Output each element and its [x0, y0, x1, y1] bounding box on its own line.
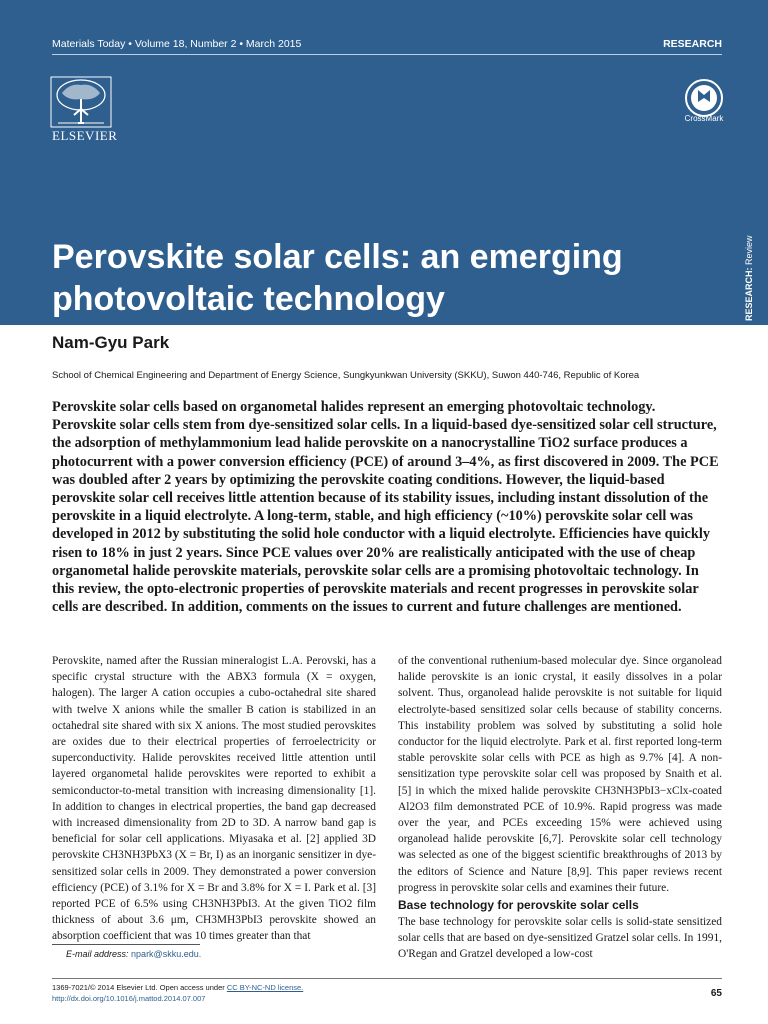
section-tag: RESEARCH — [663, 38, 722, 50]
copyright-line — [52, 983, 303, 992]
journal-citation: Materials Today • Volume 18, Number 2 • March 2015 — [52, 38, 302, 50]
body-paragraph: of the conventional ruthenium-based molecular dye. Since organolead halide perovskite is an ionic crystal, it easily dissolves in a polar solvent. Thus, organolead halide perovskite is not suitable for liquid electrolyte-based sensitized solar cells because of stability concerns. This instability problem was solved by substituting a solid hole conductor for the liquid electrolyte. Park et al. first reported long-term stable perovskite solar cells with PCE as high as 9.7% [4]. A non-sensitization type perovskite solar cell was proposed by Snaith et al. [5] in which the mixed halide perovskite CH3NH3PbI3−xClx-coated Al2O3 film demonstrated PCE of 10.9%. Rapid progress was made over the year, and PCEs exceeding 15% were achieved using organolead halide perovskite [6,7]. Perovskite solar cell technology was selected as one of the biggest scientific breakthroughs of 2013 by the editors of Science and Nature [8,9]. This paper reviews recent progress in perovskite solar cells and examines their future. — [398, 655, 722, 894]
email-label: E-mail address: — [66, 949, 129, 959]
side-tab-type: Review — [744, 235, 754, 268]
publisher-name: ELSEVIER — [52, 128, 118, 143]
license-link[interactable]: CC BY-NC-ND license. — [226, 983, 304, 992]
doi-link[interactable]: http://dx.doi.org/10.1016/j.mattod.2014.07.007 — [52, 994, 206, 1003]
footer-rule — [52, 978, 722, 979]
email-link[interactable]: npark@skku.edu. — [131, 949, 202, 959]
page-number: 65 — [710, 988, 722, 999]
author-affiliation: School of Chemical Engineering and Department of Energy Science, Sungkyunkwan University (SKKU), Suwon 440-746, Republic of Korea — [52, 370, 640, 381]
body-paragraph: Perovskite, named after the Russian mineralogist L.A. Perovski, has a specific crystal structure with the ABX3 formula (X = oxygen, halogen). The larger A cation occupies a cubo-octahedral site shared with twelve X anions while the smaller B cation is stabilized in an octahedral site shared with six X anions. The most studied perovskites are oxides due to their electrical properties of ferroelectricity or superconductivity. Halide perovskites received little attention until layered organometal halide perovskites were reported to exhibit a semiconductor-to-metal transition with increasing dimensionality [1]. In addition to changes in electrical properties, the band gap decreased with increased dimensionality from 2D to 3D. A narrow band gap is beneficial for solar cell applications. Miyasaka et al. [2] applied 3D perovskite CH3NH3PbX3 (X = Br, I) as an inorganic sensitizer in dye-sensitized solar cells in 2009. They demonstrated a power conversion efficiency (PCE) of 3.1% for X = Br and 3.8% for X = I. Park et al. [3] reported PCE of 6.5% using CH3NH3PbI3. At the given TiO2 film thickness of about 3.6 μm, CH3MH3PbI3 perovskite showed an absorption coefficient that was 10 times greater than that — [52, 655, 376, 943]
footnote-rule — [52, 944, 200, 945]
article-title: Perovskite solar cells: an emerging photovoltaic technology — [52, 238, 623, 318]
issn-text: 1369-7021/© 2014 Elsevier Ltd. — [52, 983, 158, 992]
author-name: Nam-Gyu Park — [52, 333, 170, 352]
email-footnote — [66, 949, 201, 959]
body-column-right — [398, 653, 722, 896]
abstract: Perovskite solar cells based on organometal halides represent an emerging photovoltaic technology. Perovskite solar cells stem from dye-sensitized solar cells. In a liquid-based dye-sensitized solar cell structure, the adsorption of methylammonium lead halide perovskite on a nanocrystalline TiO2 surface produces a photocurrent with a power conversion efficiency (PCE) of around 3–4%, as first discovered in 2009. The PCE was doubled after 2 years by optimizing the perovskite coating conditions. However, the liquid-based perovskite solar cell receives little attention because of its stability issues, including instant dissolution of the perovskite in a liquid electrolyte. A long-term, stable, and high efficiency (~10%) perovskite solar cell was developed in 2012 by substituting the solid hole conductor with a liquid electrolyte. Efficiencies have quickly risen to 18% in just 2 years. Since PCE values over 20% are realistically anticipated with the use of cheap organometal halide perovskite materials, perovskite solar cells are a promising photovoltaic technology. In this review, the opto-electronic properties of perovskite materials and recent progresses in perovskite solar cells are described. In addition, comments on the issues to current and future challenges are mentioned. — [52, 399, 719, 616]
side-tab-section: RESEARCH: — [744, 267, 754, 321]
body-column-left — [52, 653, 376, 945]
section-heading: Base technology for perovskite solar cells — [398, 898, 639, 912]
header-rule — [52, 54, 722, 55]
license-text: Open access under — [159, 983, 225, 992]
side-tab — [740, 225, 758, 325]
section-paragraph: The base technology for perovskite solar cells is solid-state sensitized solar cells that are based on dye-sensitized Gratzel solar cells. In 1991, O'Regan and Gratzel developed a low-cost — [398, 916, 722, 961]
side-tab-text — [744, 235, 754, 321]
crossmark-icon[interactable] — [684, 78, 724, 118]
header-banner — [0, 0, 768, 325]
crossmark-label: CrossMark — [684, 114, 724, 123]
